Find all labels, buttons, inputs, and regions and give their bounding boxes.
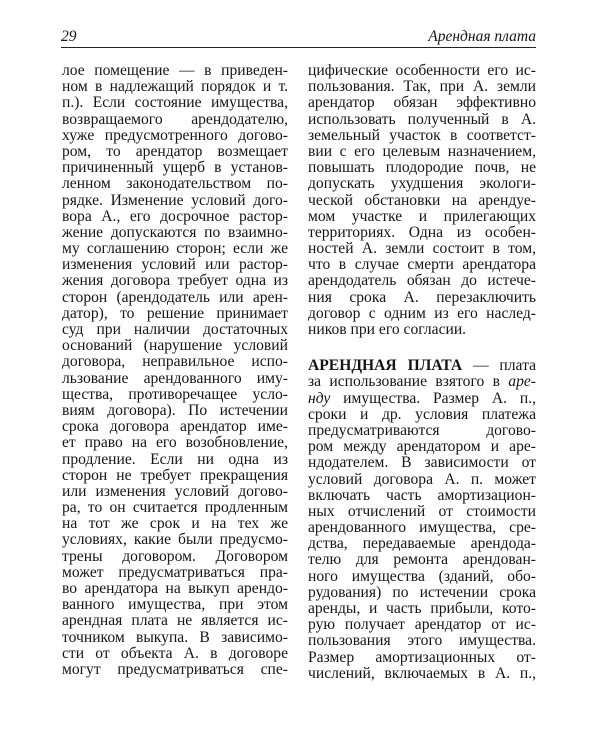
text-line: или изменения условий догово- bbox=[62, 482, 288, 500]
text-line: арендованного имущества, сре- bbox=[308, 519, 536, 537]
text-line: сроки и др. условия платежа bbox=[308, 405, 536, 423]
text-line bbox=[308, 391, 536, 407]
text-line: ет право на его возобновление, bbox=[62, 434, 288, 452]
text-segment: — плата bbox=[462, 357, 536, 375]
text-line: ра, то он считается продленным bbox=[62, 499, 288, 517]
text-line: арендная плата не является ис- bbox=[62, 612, 288, 630]
text-line: ния срока А. перезаключить bbox=[308, 288, 536, 306]
entry-headword: АРЕНДНАЯ ПЛАТА bbox=[308, 357, 463, 375]
text-line: территориях. Одна из особен- bbox=[308, 223, 536, 241]
left-column bbox=[62, 63, 288, 678]
text-line: лое помещение — в приведен- bbox=[62, 62, 288, 79]
running-title: Арендная плата bbox=[428, 28, 536, 45]
text-line: ленном законодательством по- bbox=[62, 175, 288, 193]
text-line: ников при его согласии. bbox=[308, 321, 467, 338]
text-line: предусматриваются догово- bbox=[308, 421, 536, 439]
text-line: хуже предусмотренного догово- bbox=[62, 126, 288, 144]
text-line: причиненный ущерб в установ- bbox=[62, 159, 288, 177]
text-line: ванного имущества, при этом bbox=[62, 596, 288, 614]
text-line: могут предусматриваться спе- bbox=[62, 660, 288, 678]
text-line: во арендатора на выкуп арендо- bbox=[62, 580, 288, 597]
text-line: ных отчислений от стоимости bbox=[308, 502, 536, 520]
text-line: цифические особенности его ис- bbox=[308, 62, 536, 79]
page-number: 29 bbox=[61, 28, 77, 45]
running-header bbox=[61, 27, 536, 48]
text-line: может предусматриваться пра- bbox=[62, 563, 288, 581]
text-line: ром, то арендатор возмещает bbox=[62, 142, 288, 160]
text-segment: за использование взятого в bbox=[308, 373, 509, 391]
text-line: Размер амортизационных от- bbox=[308, 648, 536, 666]
text-line: срока договора арендатор име- bbox=[62, 418, 288, 436]
text-line: числений, включаемых в А. п., bbox=[308, 664, 536, 682]
text-line: продление. Если ни одна из bbox=[62, 450, 288, 468]
text-line: допускать ухудшения экологи- bbox=[308, 175, 536, 193]
text-line: точником выкупа. В зависимо- bbox=[62, 628, 288, 646]
text-line: телю для ремонта арендован- bbox=[308, 551, 536, 569]
text-line: земельный участок в соответст- bbox=[308, 126, 536, 144]
text-line: изменения условий или растор- bbox=[62, 256, 288, 274]
cross-reference-link[interactable]: нду bbox=[308, 389, 331, 407]
text-line: договора, неправильное испо- bbox=[62, 353, 288, 371]
text-line bbox=[308, 358, 536, 374]
text-line: использовать полученный в А. bbox=[308, 110, 536, 128]
paragraph-continuation bbox=[308, 63, 536, 338]
text-line: возвращаемого арендодателю, bbox=[62, 110, 288, 128]
text-line: дства, передаваемые арендода- bbox=[308, 535, 536, 553]
text-line: датор), то решение принимает bbox=[62, 304, 288, 322]
text-line: ном в надлежащий порядок и т. bbox=[62, 78, 288, 96]
text-line: рядке. Изменение условий дого- bbox=[62, 191, 288, 209]
text-line: договор с одним из его наслед- bbox=[308, 304, 536, 322]
text-line bbox=[308, 374, 536, 390]
text-line: ндодателем. В зависимости от bbox=[308, 454, 536, 472]
entry-body bbox=[308, 407, 536, 682]
text-line: аренды, и часть прибыли, кото- bbox=[308, 600, 536, 617]
text-line: оснований (нарушение условий bbox=[62, 337, 288, 355]
text-line: мом участке и прилегающих bbox=[308, 207, 536, 225]
text-line: ческой обстановки на арендуе- bbox=[308, 191, 536, 209]
text-line: на тот же срок и на тех же bbox=[62, 515, 288, 533]
text-line: арендатор обязан эффективно bbox=[308, 94, 536, 112]
text-line: вии с его целевым назначением, bbox=[308, 142, 536, 160]
text-line: сти от объекта А. в договоре bbox=[62, 644, 288, 662]
text-line: повышать плодородие почв, не bbox=[308, 159, 536, 177]
text-line: включать часть амортизацион- bbox=[308, 486, 536, 504]
text-line: пользования этого имущества. bbox=[308, 632, 536, 650]
text-line: условиях, какие были предусмо- bbox=[62, 531, 288, 549]
text-line: ного имущества (зданий, обо- bbox=[308, 567, 536, 585]
text-line: арендодатель обязан до истече- bbox=[308, 272, 536, 290]
text-line: ром между арендатором и аре- bbox=[308, 438, 536, 456]
right-column bbox=[308, 63, 536, 682]
cross-reference-link[interactable]: аре- bbox=[508, 373, 536, 391]
text-line: рую получает арендатор от ис- bbox=[308, 616, 536, 634]
text-line: условий договора А. п. может bbox=[308, 470, 536, 488]
text-line: вора А., его досрочное растор- bbox=[62, 207, 288, 225]
text-line: льзование арендованного иму- bbox=[62, 369, 288, 387]
text-line: пользования. Так, при А. земли bbox=[308, 78, 536, 96]
text-line: жения договора требует одна из bbox=[62, 272, 288, 290]
text-line: что в случае смерти арендатора bbox=[308, 256, 536, 274]
text-line: му соглашению сторон; если же bbox=[62, 240, 288, 258]
text-line: виям договора). По истечении bbox=[62, 401, 288, 419]
text-line: сторон не требует прекращения bbox=[62, 466, 288, 484]
text-line: трены договором. Договором bbox=[62, 547, 288, 565]
text-line: п.). Если состояние имущества, bbox=[62, 94, 288, 112]
text-line: жение допускаются по взаимно- bbox=[62, 223, 288, 241]
text-line: рудования) по истечении срока bbox=[308, 583, 536, 601]
paragraph-gap bbox=[308, 338, 536, 358]
text-line: суд при наличии достаточных bbox=[62, 321, 288, 338]
text-line: ностей А. земли состоит в том, bbox=[308, 240, 536, 258]
text-line: сторон (арендодатель или арен- bbox=[62, 288, 288, 306]
dictionary-entry-arendnaya-plata bbox=[308, 358, 536, 682]
text-segment: имущества. Размер А. п., bbox=[330, 389, 536, 407]
text-line: щества, противоречащее усло- bbox=[62, 385, 288, 403]
